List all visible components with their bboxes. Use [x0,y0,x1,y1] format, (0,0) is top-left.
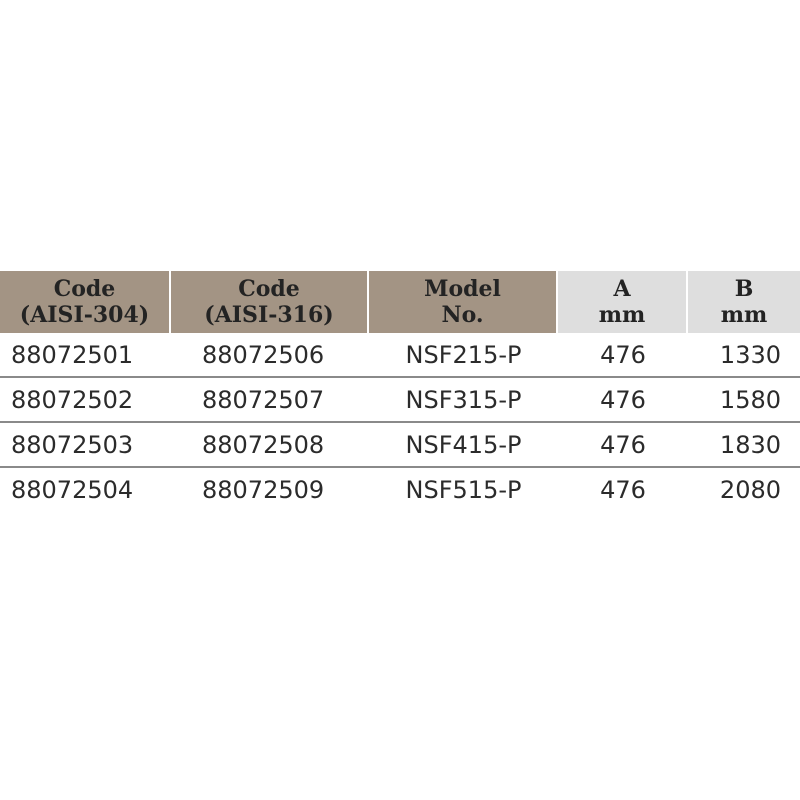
header-label: B [734,276,754,302]
cell-code-304: 88072504 [11,475,134,504]
header-b-mm [688,271,800,333]
header-label: Model [424,276,501,302]
cell-code-316: 88072508 [171,423,369,468]
cell-a: 476 [558,423,688,468]
cell-b: 1580 [688,378,800,423]
cell-model: NSF515-P [405,475,522,504]
table-row [0,378,800,423]
cell-code-316: 88072507 [171,378,369,423]
cell-code-316: 88072506 [171,333,369,378]
header-code-aisi-304 [0,271,171,333]
cell-a: 476 [558,378,688,423]
cell-code-304: 88072501 [0,333,171,378]
table-row [0,468,800,511]
header-sublabel: No. [441,302,484,328]
cell-b: 2080 [719,475,781,504]
cell-code-316: 88072509 [202,475,325,504]
header-model-no [369,271,558,333]
header-sublabel: mm [720,302,768,328]
header-sublabel: (AISI-304) [19,302,150,328]
header-row [0,271,800,333]
header-sublabel: mm [598,302,646,328]
header-label: Code [53,276,116,302]
cell-a: 476 [558,333,688,378]
header-sublabel: (AISI-316) [204,302,334,328]
cell-b: 1330 [688,333,800,378]
cell-model: NSF415-P [369,423,558,468]
spec-table [0,271,800,511]
cell-model: NSF315-P [369,378,558,423]
cell-b: 1830 [688,423,800,468]
header-label: Code [238,276,300,302]
cell-a: 476 [600,475,646,504]
table-row [0,423,800,468]
table-row [0,333,800,378]
header-code-aisi-316 [171,271,369,333]
cell-code-304: 88072503 [0,423,171,468]
header-a-mm [558,271,688,333]
cell-model: NSF215-P [369,333,558,378]
header-label: A [613,276,631,302]
cell-code-304: 88072502 [0,378,171,423]
